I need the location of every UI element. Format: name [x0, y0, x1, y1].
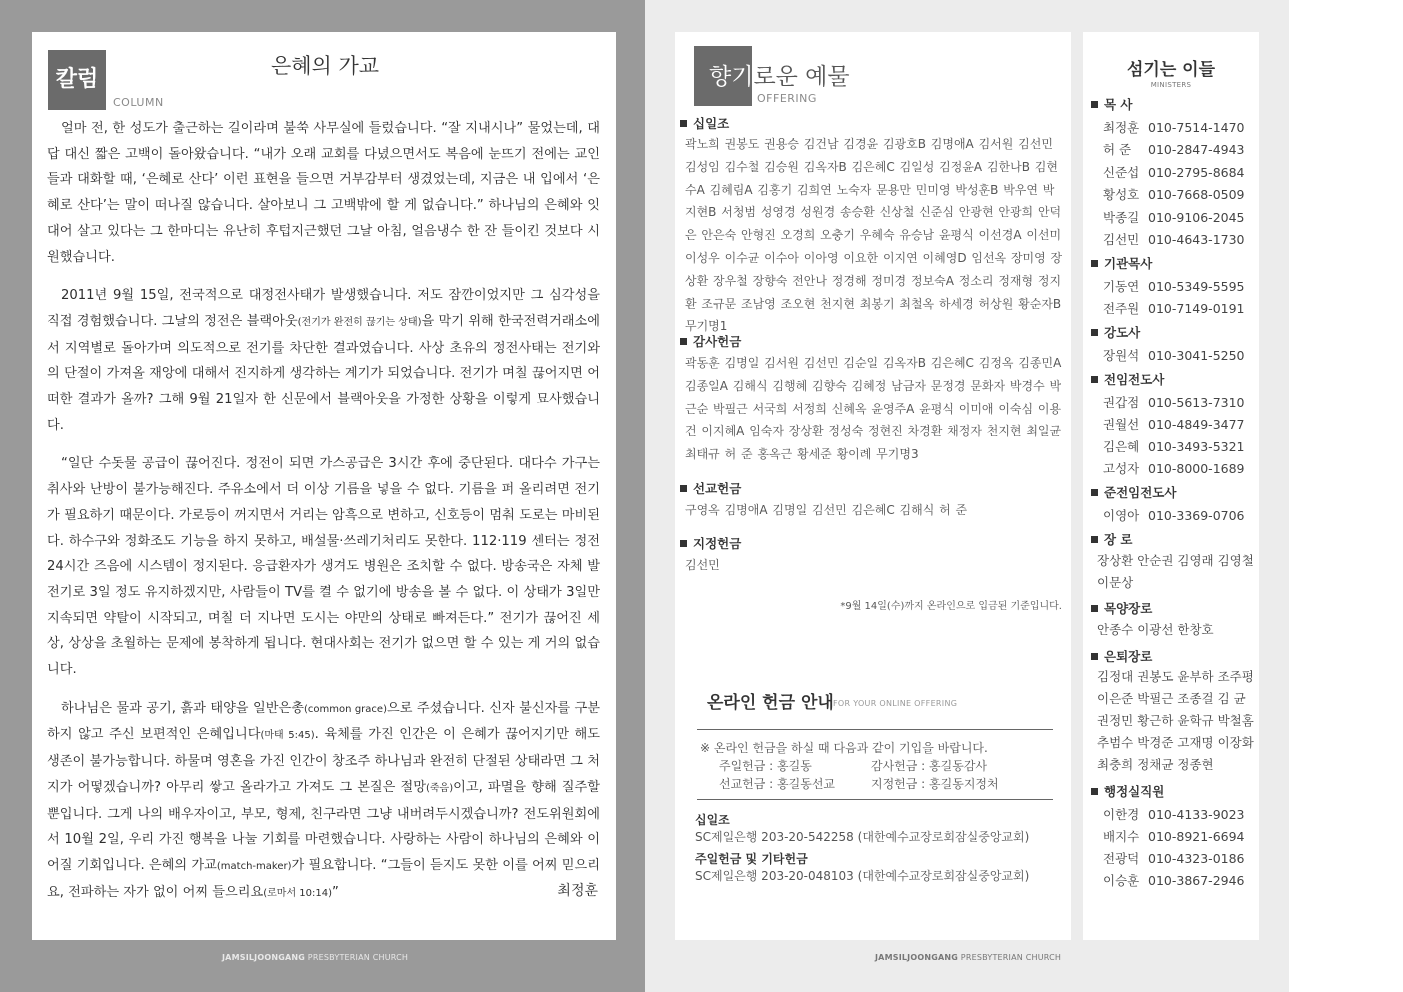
semi-evangelist-heading: 준전임전도사 — [1091, 483, 1176, 501]
retired-elder-names: 김정대 권봉도 윤부하 조주평 이은준 박필근 조종걸 김 균 권정민 황근하 윤학규 박철홈 추범수 박경준 고재명 이장화 최충희 정채균 정종현 — [1097, 669, 1254, 772]
mission-names: 구영옥 김명애A 김명일 김선민 김은혜C 김해식 허 준 — [685, 503, 968, 517]
pastor-heading: 목 사 — [1091, 95, 1133, 113]
ministers-subtitle: MINISTERS — [1150, 81, 1192, 89]
column-author: 최정훈 — [557, 883, 598, 899]
designated-names: 김선민 — [685, 558, 720, 572]
column-title: 은혜의 가교 — [270, 54, 380, 78]
retired-elder-heading: 은퇴장로 — [1091, 647, 1152, 665]
minister-row: 이영아 010-3369-0706 — [1103, 508, 1245, 523]
minister-row: 고성자 010-8000-1689 — [1103, 461, 1245, 476]
minister-row: 배지수 010-8921-6694 — [1103, 829, 1245, 844]
minister-row: 전광덕 010-4323-0186 — [1103, 851, 1245, 866]
tithe-heading: 십일조 — [680, 114, 729, 132]
minister-row: 권갑점 010-5613-7310 — [1103, 395, 1245, 410]
pastoral-elder-names: 안종수 이광선 한창호 — [1097, 622, 1214, 637]
designated-heading: 지정헌금 — [680, 534, 741, 552]
minister-row: 황성호 010-7668-0509 — [1103, 187, 1245, 202]
minister-row: 권월선 010-4849-3477 — [1103, 417, 1245, 432]
offering-subtitle: OFFERING — [757, 92, 817, 105]
divider — [697, 729, 1053, 730]
agency-pastor-heading: 기관목사 — [1091, 254, 1152, 272]
right-footer: JAMSILJOONGANG PRESBYTERIAN CHURCH — [875, 953, 1062, 962]
minister-row: 김선민 010-4643-1730 — [1103, 232, 1245, 247]
tithe-names: 곽노희 권봉도 권용승 김건남 김경윤 김광호B 김명애A 김서원 김선민 김성임 김수철 김승원 김옥자B 김은혜C 김일성 김정윤A 김한나B 김현수A 김혜림A 김홍기 김희연 노숙자 문용만 민미영 박성훈B 박우연 박지현B 서청범 성영경 성원경 송승환 신상철 신준심 안광현 안광희 안덕은 안은숙 안형진 오경희 오충기 우혜숙 유승남 윤평식 이선경A 이선미 이성우 이수균 이수아 이아영 이요한 이지연 이혜영D 임선옥 장미영 장상환 장우철 장향숙 전안나 정경해 정미경 정보숙A 정소리 정재형 정지환 조규문 조남영 조오현 천지현 최봉기 최철옥 하세경 허상원 황순자B 무기명1 — [685, 137, 1063, 334]
divider — [697, 799, 1053, 800]
pastoral-elder-heading: 목양장로 — [1091, 599, 1152, 617]
online-offering-subtitle: FOR YOUR ONLINE OFFERING — [833, 699, 958, 708]
minister-row: 이한경 010-4133-9023 — [1103, 807, 1245, 822]
minister-row: 허 준 010-2847-4943 — [1103, 142, 1245, 157]
other-account: SC제일은행 203-20-048103 (대한예수교장로회잠실중앙교회) — [695, 869, 1030, 883]
mission-offering-example: 선교헌금 : 홍길동선교 — [719, 777, 836, 791]
minister-row: 최정훈 010-7514-1470 — [1103, 120, 1245, 135]
page-margin — [1289, 0, 1403, 992]
preacher-heading: 강도사 — [1091, 323, 1140, 341]
designated-offering-example: 지정헌금 : 홍길동지정처 — [871, 777, 999, 791]
admin-staff-heading: 행정실직원 — [1091, 782, 1164, 800]
column-badge: 칼럼 — [48, 50, 106, 110]
minister-row: 신준섭 010-2795-8684 — [1103, 165, 1245, 180]
other-account-label: 주일헌금 및 기타헌금 — [695, 852, 808, 866]
mission-heading: 선교헌금 — [680, 479, 741, 497]
minister-row: 전주원 010-7149-0191 — [1103, 301, 1245, 316]
online-notice: ※ 온라인 헌금을 하실 때 다음과 같이 기입을 바랍니다. — [700, 741, 988, 755]
minister-row: 기동연 010-5349-5595 — [1103, 279, 1245, 294]
minister-row: 김은혜 010-3493-5321 — [1103, 439, 1245, 454]
column-badge-subtitle: COLUMN — [113, 96, 164, 109]
tithe-account-label: 십일조 — [695, 813, 730, 827]
column-paragraph: “일단 수돗물 공급이 끊어진다. 정전이 되면 가스공급은 3시간 후에 중단된다. 대다수 가구는 취사와 난방이 불가능해진다. 주유소에서 더 이상 기름을 넣을 수 없다. 기름을 퍼 올리려면 전기가 필요하기 때문이다. 가로등이 꺼지면서 거리는 암흑으로 변하고, 신호등이 멈춰 도로는 마비된다. 하수구와 정화조도 기능을 하지 못하고, 배설물·쓰레기처리도 못한다. 112·119 센터는 정전 24시간 즈음에 시스템이 정지된다. 응급환자가 생겨도 병원은 조치할 수 없다. 방송국은 자체 발전기로 3일 정도 유지하겠지만, 사람들이 TV를 켤 수 없기에 방송을 볼 수 없다. 이 상태가 3일만 지속되면 약탈이 시작되고, 며칠 더 지나면 도시는 야만의 상태로 빠져든다.” 전기가 끊어진 세상, 상상을 초월하는 문제에 봉착하게 됩니다. 현대사회는 전기가 없으면 할 수 있는 게 거의 없습니다. — [47, 456, 600, 678]
sunday-offering-example: 주일헌금 : 홍길동 — [719, 759, 812, 773]
offering-title: 향기로운 예물 — [709, 64, 850, 90]
evangelist-heading: 전임전도사 — [1091, 370, 1164, 388]
minister-row: 이승훈 010-3867-2946 — [1103, 873, 1245, 888]
thanks-names: 곽동훈 김명일 김서원 김선민 김순일 김옥자B 김은혜C 김정옥 김종민A 김종일A 김해식 김행혜 김향숙 김혜정 남금자 문정경 문화자 박경수 박근순 박필근 서국희 서정희 신혜옥 윤영주A 윤평식 이미애 이숙심 이용건 이지혜A 임숙자 장상환 정성숙 정현진 차경환 채정자 천지현 최일균 최태규 허 준 홍옥근 황세준 황이례 무기명3 — [685, 356, 1062, 462]
elder-heading: 장 로 — [1091, 530, 1133, 548]
left-footer: JAMSILJOONGANG PRESBYTERIAN CHURCH — [222, 953, 409, 962]
tithe-account: SC제일은행 203-20-542258 (대한예수교장로회잠실중앙교회) — [695, 830, 1030, 844]
online-offering-title: 온라인 헌금 안내 — [707, 693, 834, 713]
column-paragraph: 하나님은 물과 공기, 흙과 태양을 일반은총(common grace)으로 주셨습니다. 신자 불신자를 구분하지 않고 주신 보편적인 은혜입니다(마태 5:45). 육체를 가진 인간은 이 은혜가 끊어지기만 해도 생존이 불가능합니다. 하물며 영혼을 가진 인간이 창조주 하나님과 완전히 단절된 상태라면 그 처지가 어떻겠습니까? 아무리 쌓고 올라가고 가져도 그 본질은 절망(죽음)이고, 파멸을 향해 질주할 뿐입니다. 그게 나의 배우자이고, 부모, 형제, 친구라면 그냥 내버려두시겠습니까? 전도위원회에서 10월 2일, 우리 가진 행복을 나눌 기회를 마련했습니다. 사랑하는 사람이 하나님의 은혜와 이어질 기회입니다. 은혜의 가교(match-maker)가 필요합니다. “그들이 듣지도 못한 이를 어찌 믿으리요, 전파하는 자가 없이 어찌 들으리요(로마서 10:14)” — [47, 700, 601, 900]
minister-row: 박종길 010-9106-2045 — [1103, 210, 1245, 225]
minister-row: 장원석 010-3041-5250 — [1103, 348, 1245, 363]
column-paragraph: 얼마 전, 한 성도가 출근하는 길이라며 불쑥 사무실에 들렀습니다. “잘 지내시나” 물었는데, 대답 대신 짧은 고백이 돌아왔습니다. “내가 오래 교회를 다녔으면서도 복음에 눈뜨기 전에는 교인들과 대화할 때, ‘은혜로 산다’ 이런 표현을 들으면 거부감부터 생겼었는데, 지금은 내 입에서 ‘은혜로 산다’는 말이 떠나질 않습니다. 살아보니 그 고백밖에 할 게 없습니다.” 하나님의 은혜와 잇대어 살고 있다는 그 한마디는 유난히 후텁지근했던 그날 아침, 얼음냉수 한 잔 들이킨 것보다 시원했습니다. — [47, 121, 600, 265]
column-paragraph: 2011년 9월 15일, 전국적으로 대정전사태가 발생했습니다. 저도 잠깐이었지만 그 심각성을 직접 경험했습니다. 그날의 정전은 블랙아웃(전기가 완전히 끊기는 상태)을 막기 위해 한국전력거래소에서 지역별로 돌아가며 의도적으로 전기를 차단한 결과였습니다. 사상 초유의 정전사태는 전기와의 단절이 가져올 재앙에 대해서 진지하게 생각하는 계기가 되었습니다. 전기가 며칠 끊어지면 어떠한 결과가 올까? 그해 9월 21일자 한 신문에서 블랙아웃을 가정한 상황을 이렇게 묘사했습니다. — [47, 288, 600, 433]
ministers-title: 섬기는 이들 — [1126, 60, 1216, 80]
column-body — [47, 116, 600, 919]
thanks-offering-example: 감사헌금 : 홍길동감사 — [871, 759, 988, 773]
thanks-heading: 감사헌금 — [680, 332, 741, 350]
elder-names: 장상환 안순권 김영래 김영철 이문상 — [1097, 553, 1254, 590]
offering-note: *9월 14일(수)까지 온라인으로 입금된 기준입니다. — [840, 601, 1062, 612]
